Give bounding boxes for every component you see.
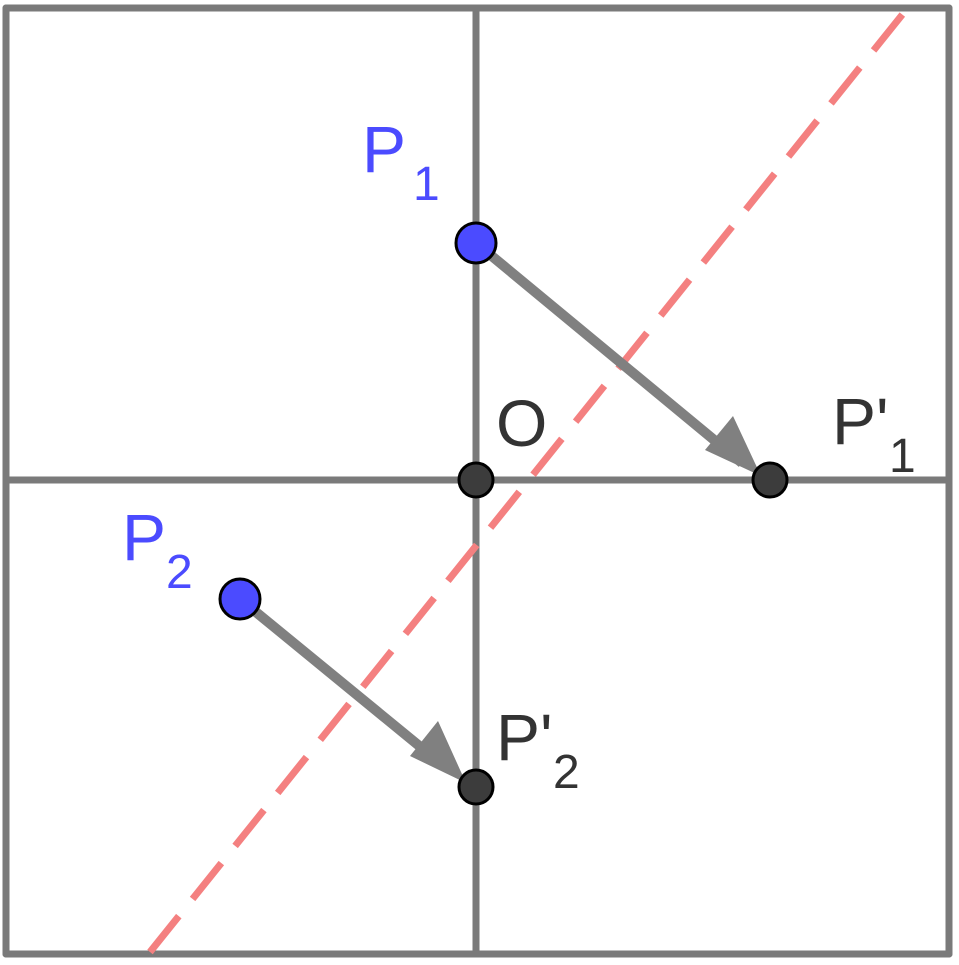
point-p1-image[interactable] <box>753 463 787 497</box>
arrowhead-p1 <box>705 416 761 476</box>
point-origin[interactable] <box>459 463 493 497</box>
label-origin: O <box>496 386 548 460</box>
point-p1[interactable] <box>456 223 496 263</box>
label-p1-image-sub: 1 <box>889 430 916 483</box>
label-p1 <box>362 112 440 211</box>
label-p2-image <box>496 700 580 799</box>
point-p2[interactable] <box>220 579 260 619</box>
labels <box>122 112 916 799</box>
label-p2-image-base: P' <box>496 700 553 774</box>
label-p1-image-base: P' <box>832 384 889 458</box>
label-p2-sub: 2 <box>166 546 193 599</box>
label-p2 <box>122 500 193 599</box>
label-p2-image-sub: 2 <box>553 746 580 799</box>
point-p2-image[interactable] <box>459 770 493 804</box>
arrowhead-p2 <box>410 721 466 783</box>
label-p1-image <box>832 384 916 483</box>
label-p1-base: P <box>362 112 407 186</box>
label-p2-base: P <box>122 500 167 574</box>
label-p1-sub: 1 <box>413 158 440 211</box>
